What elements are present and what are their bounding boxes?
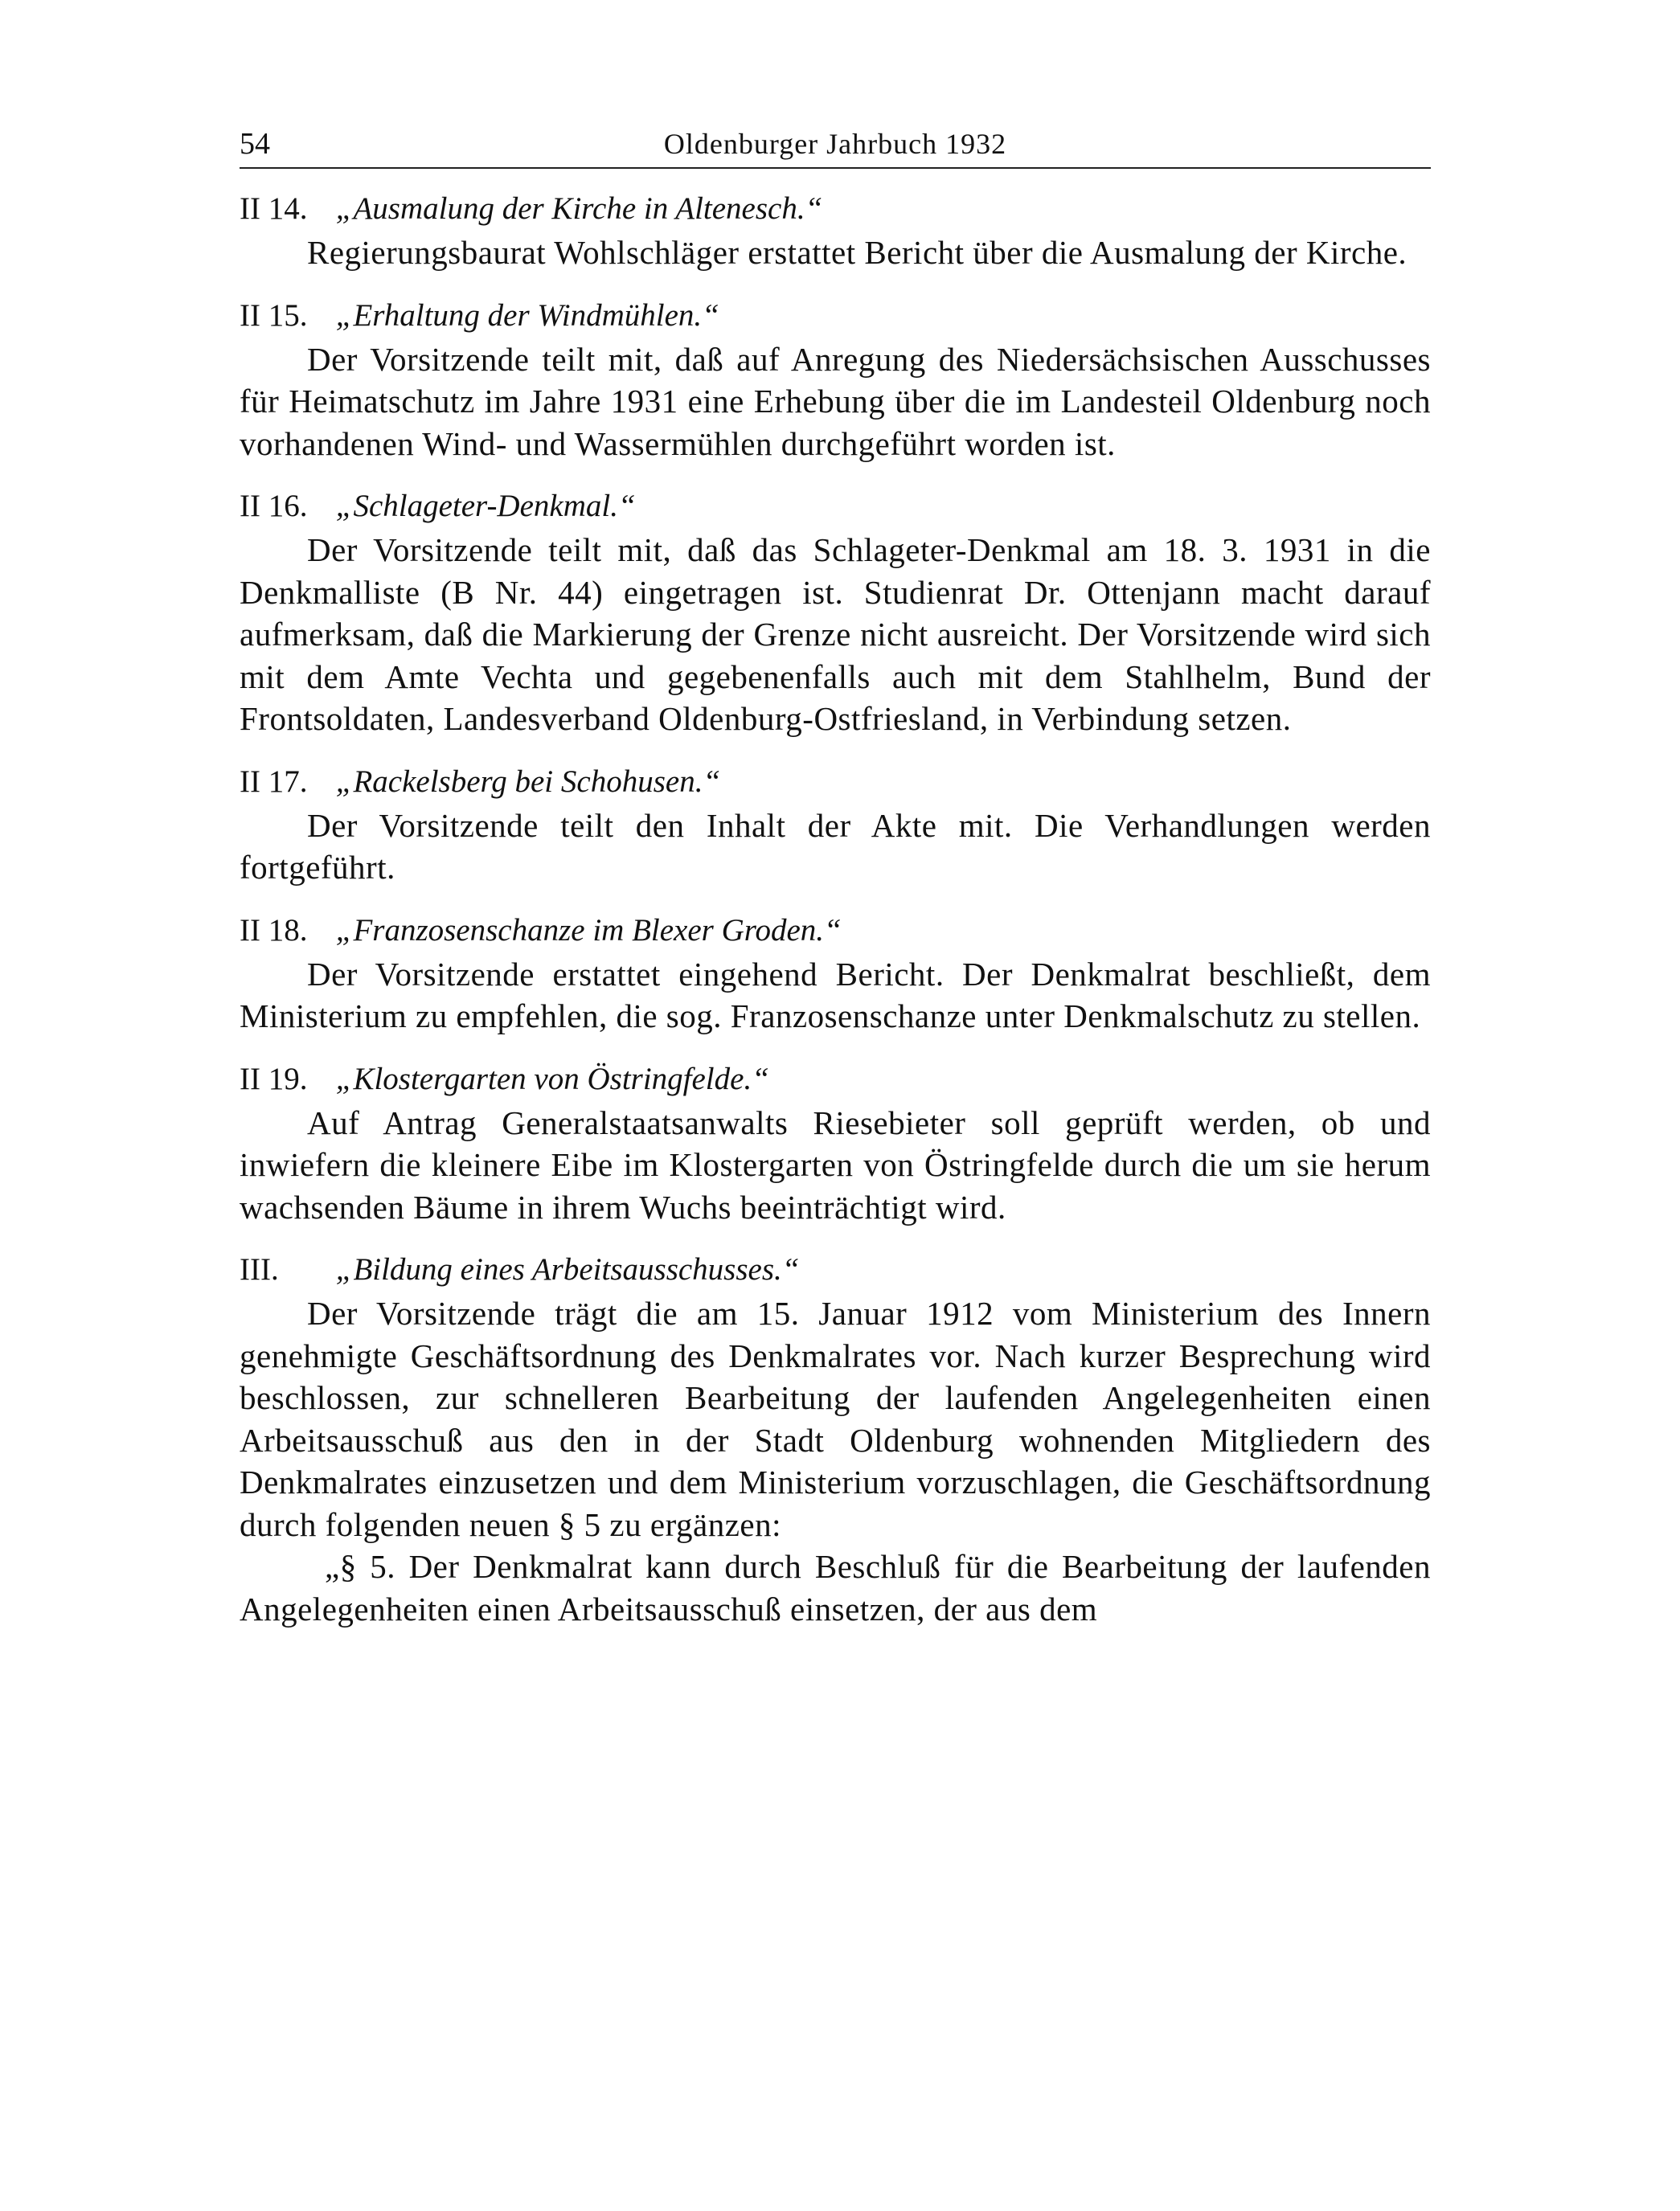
- section-ii-14: [240, 188, 1431, 274]
- section-ii-16: [240, 485, 1431, 740]
- section-number: II 18.: [240, 912, 308, 948]
- section-paragraph: Der Vorsitzende teilt den Inhalt der Akte mit. Die Verhandlungen werden fortgeführt.: [240, 806, 1431, 886]
- section-title: „Schlageter-Denkmal.“: [335, 489, 636, 523]
- section-title: „Erhaltung der Windmühlen.“: [335, 297, 719, 333]
- running-header: [240, 121, 1431, 169]
- section-title: „Rackelsberg bei Schohusen.“: [335, 764, 721, 799]
- section-number: II 14.: [240, 191, 308, 226]
- section-iii: [240, 1249, 1431, 1630]
- section-paragraph: Regierungsbaurat Wohlschläger erstattet Bericht über die Ausmalung der Kirche.: [307, 234, 1408, 271]
- section-paragraph: Der Vorsitzende teilt mit, daß das Schlageter-Denkmal am 18. 3. 1931 in die Denkmalliste (B Nr. 44) eingetragen ist. Studienrat Dr. Ottenjann macht darauf aufmerksam, daß die Markierung der Grenze nicht ausreicht. Der Vorsitzende wird sich mit dem Amte Vechta und gegebenenfalls auch mit dem Stahlhelm, Bund der Frontsoldaten, Landesverband Oldenburg-Ostfriesland, in Verbindung setzen.: [240, 531, 1431, 737]
- section-heading: [240, 295, 1431, 337]
- section-heading: [240, 485, 1431, 527]
- section-heading: [240, 910, 1431, 952]
- section-title: „Klostergarten von Östringfelde.“: [335, 1061, 769, 1096]
- section-ii-19: [240, 1058, 1431, 1229]
- section-title: „Ausmalung der Kirche in Altenesch.“: [335, 191, 823, 226]
- section-paragraph: Auf Antrag Generalstaatsanwalts Riesebieter soll geprüft werden, ob und inwiefern die kleinere Eibe im Klostergarten von Östringfelde durch die um sie herum wachsenden Bäume in ihrem Wuchs beeinträchtigt wird.: [240, 1103, 1431, 1226]
- section-ii-15: [240, 295, 1431, 465]
- page-number: 54: [240, 127, 270, 161]
- section-number: III.: [240, 1252, 279, 1287]
- section-paragraph: Der Vorsitzende trägt die am 15. Januar 1912 vom Ministerium des Innern genehmigte Geschäftsordnung des Denkmalrates vor. Nach kurzer Besprechung wird beschlossen, zur schnelleren Bearbeitung der laufenden Angelegenheiten einen Arbeitsausschuß aus den in der Stadt Oldenburg wohnenden Mitgliedern des Denkmalrates einzusetzen und dem Ministerium vorzuschlagen, die Geschäftsordnung durch folgenden neuen § 5 zu ergänzen:: [240, 1295, 1431, 1543]
- section-heading: [240, 761, 1431, 803]
- section-paragraph: Der Vorsitzende erstattet eingehend Bericht. Der Denkmalrat beschließt, dem Ministerium zu empfehlen, die sog. Franzosenschanze unter Denkmalschutz zu stellen.: [240, 955, 1431, 1034]
- journal-title: Oldenburger Jahrbuch 1932: [663, 128, 1007, 160]
- section-number: II 16.: [240, 489, 308, 523]
- section-ii-17: [240, 761, 1431, 889]
- section-heading: [240, 1058, 1431, 1100]
- section-heading: [240, 188, 1431, 230]
- section-number: II 15.: [240, 297, 308, 333]
- quoted-paragraph: „§ 5. Der Denkmalrat kann durch Beschluß für die Bearbeitung der laufenden Angelegenheiten einen Arbeitsausschuß einsetzen, der aus dem: [240, 1548, 1431, 1628]
- minutes-body: [240, 188, 1431, 1630]
- section-title: „Franzosenschanze im Blexer Groden.“: [335, 912, 842, 948]
- section-number: II 19.: [240, 1061, 308, 1096]
- section-ii-18: [240, 910, 1431, 1038]
- document-page: [240, 121, 1431, 1651]
- section-number: II 17.: [240, 764, 308, 799]
- section-title: „Bildung eines Arbeitsausschusses.“: [335, 1252, 800, 1287]
- section-heading: [240, 1249, 1431, 1291]
- section-paragraph: Der Vorsitzende teilt mit, daß auf Anregung des Niedersächsischen Ausschusses für Heimatschutz im Jahre 1931 eine Erhebung über die im Landesteil Oldenburg noch vorhandenen Wind- und Wassermühlen durchgeführt worden ist.: [240, 340, 1431, 462]
